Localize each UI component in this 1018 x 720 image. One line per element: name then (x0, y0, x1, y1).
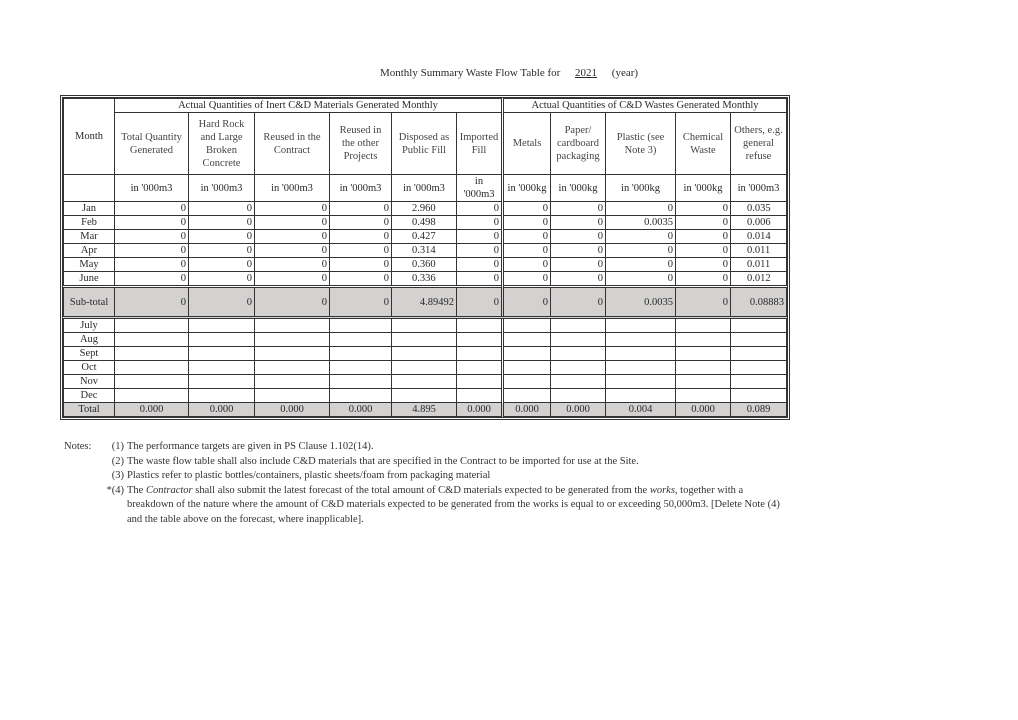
unit-label: in '000kg (676, 175, 731, 202)
unit-label: in '000m3 (731, 175, 787, 202)
value-cell: 0 (189, 216, 255, 230)
value-cell: 0 (551, 230, 606, 244)
value-cell: 0.014 (731, 230, 787, 244)
value-cell (189, 361, 255, 375)
note-3: (3) Plastics refer to plastic bottles/containers, plastic sheets/foam from packaging material (111, 470, 491, 481)
value-cell: 0 (189, 287, 255, 318)
value-cell: 0 (115, 272, 189, 287)
value-cell: 0 (676, 287, 731, 318)
value-cell (457, 333, 503, 347)
unit-label: in '000kg (551, 175, 606, 202)
unit-label: in '000m3 (255, 175, 330, 202)
unit-label: in '000m3 (457, 175, 503, 202)
value-cell (676, 361, 731, 375)
notes-label: Notes: (64, 441, 92, 452)
value-cell: 0 (457, 272, 503, 287)
value-cell: 0 (503, 244, 551, 258)
value-cell: 0.0035 (606, 216, 676, 230)
table-row (64, 202, 787, 216)
month-cell: Nov (64, 375, 115, 389)
value-cell: 0 (330, 258, 392, 272)
month-cell: Mar (64, 230, 115, 244)
value-cell: 0 (330, 287, 392, 318)
value-cell: 0 (330, 244, 392, 258)
value-cell (503, 361, 551, 375)
month-cell: July (64, 318, 115, 333)
column-header: Reused in the Contract (255, 113, 330, 175)
value-cell: 0 (189, 230, 255, 244)
month-cell: Dec (64, 389, 115, 403)
value-cell: 0 (115, 202, 189, 216)
value-cell: 0.000 (330, 403, 392, 417)
value-cell (676, 389, 731, 403)
value-cell (189, 347, 255, 361)
value-cell (457, 318, 503, 333)
value-cell (392, 361, 457, 375)
value-cell (731, 389, 787, 403)
value-cell (392, 333, 457, 347)
value-cell (676, 333, 731, 347)
value-cell (189, 375, 255, 389)
value-cell: 0 (676, 216, 731, 230)
title-suffix: (year) (611, 67, 639, 79)
value-cell: 0 (457, 216, 503, 230)
value-cell: 0.000 (551, 403, 606, 417)
value-cell (392, 389, 457, 403)
value-cell: 0 (255, 258, 330, 272)
unit-label: in '000kg (606, 175, 676, 202)
value-cell (392, 318, 457, 333)
waste-flow-table (60, 95, 790, 420)
value-cell: 0 (189, 202, 255, 216)
value-cell (255, 347, 330, 361)
column-header: Reused in the other Projects (330, 113, 392, 175)
value-cell: 0 (457, 287, 503, 318)
value-cell (392, 375, 457, 389)
column-header: Chemical Waste (676, 113, 731, 175)
month-cell: Feb (64, 216, 115, 230)
value-cell (676, 318, 731, 333)
page-title (0, 67, 1018, 79)
value-cell (731, 347, 787, 361)
value-cell: 0 (503, 258, 551, 272)
value-cell (255, 389, 330, 403)
value-cell: 2.960 (392, 202, 457, 216)
value-cell (330, 333, 392, 347)
month-header: Month (64, 99, 115, 175)
value-cell (115, 318, 189, 333)
month-cell: May (64, 258, 115, 272)
value-cell (606, 318, 676, 333)
value-cell (606, 375, 676, 389)
value-cell: 0 (115, 287, 189, 318)
month-cell: Aug (64, 333, 115, 347)
table-row (64, 272, 787, 287)
value-cell: 0.000 (676, 403, 731, 417)
month-cell: Oct (64, 361, 115, 375)
value-cell (457, 389, 503, 403)
value-cell: 0.427 (392, 230, 457, 244)
value-cell (330, 361, 392, 375)
value-cell: 0.08883 (731, 287, 787, 318)
month-cell: Apr (64, 244, 115, 258)
value-cell (551, 389, 606, 403)
table-row (64, 389, 787, 403)
value-cell (115, 361, 189, 375)
value-cell: 0 (255, 272, 330, 287)
title-year: 2021 (575, 67, 598, 79)
value-cell (731, 318, 787, 333)
value-cell: 0.000 (189, 403, 255, 417)
value-cell: 0.012 (731, 272, 787, 287)
value-cell: 0 (676, 230, 731, 244)
month-cell: Sub-total (64, 287, 115, 318)
table-row (64, 375, 787, 389)
value-cell (503, 375, 551, 389)
units-blank (64, 175, 115, 202)
value-cell (731, 333, 787, 347)
value-cell: 0 (255, 287, 330, 318)
value-cell (503, 318, 551, 333)
value-cell (606, 389, 676, 403)
value-cell (457, 361, 503, 375)
value-cell: 0.336 (392, 272, 457, 287)
value-cell: 0 (606, 230, 676, 244)
value-cell: 0 (606, 258, 676, 272)
column-header: Disposed as Public Fill (392, 113, 457, 175)
value-cell: 0.004 (606, 403, 676, 417)
value-cell (189, 318, 255, 333)
column-header: Others, e.g. general refuse (731, 113, 787, 175)
value-cell: 0 (676, 272, 731, 287)
value-cell (330, 375, 392, 389)
group-header-inert: Actual Quantities of Inert C&D Materials Generated Monthly (115, 99, 503, 113)
note-2: (2) The waste flow table shall also include C&D materials that are specified in the Contract to be imported for use at the Site. (111, 455, 639, 467)
value-cell: 0 (330, 230, 392, 244)
value-cell (551, 318, 606, 333)
value-cell (551, 361, 606, 375)
unit-label: in '000kg (503, 175, 551, 202)
value-cell (731, 375, 787, 389)
value-cell (503, 333, 551, 347)
value-cell (606, 333, 676, 347)
table-row (64, 216, 787, 230)
value-cell (115, 389, 189, 403)
value-cell: 0.000 (115, 403, 189, 417)
value-cell: 0.000 (503, 403, 551, 417)
value-cell (503, 389, 551, 403)
value-cell: 0 (503, 230, 551, 244)
value-cell (115, 375, 189, 389)
value-cell (731, 361, 787, 375)
value-cell: 0 (606, 272, 676, 287)
table-row (64, 361, 787, 375)
table-row (64, 258, 787, 272)
value-cell (255, 361, 330, 375)
value-cell: 0 (255, 230, 330, 244)
table-row (64, 347, 787, 361)
value-cell: 0.000 (457, 403, 503, 417)
value-cell: 0 (115, 216, 189, 230)
value-cell (255, 318, 330, 333)
value-cell (551, 333, 606, 347)
value-cell: 0 (551, 272, 606, 287)
unit-label: in '000m3 (392, 175, 457, 202)
value-cell (551, 347, 606, 361)
value-cell: 4.89492 (392, 287, 457, 318)
table-row (64, 318, 787, 333)
value-cell: 0.011 (731, 244, 787, 258)
notes-section (64, 440, 787, 527)
value-cell (330, 389, 392, 403)
value-cell (255, 333, 330, 347)
value-cell: 0 (189, 272, 255, 287)
value-cell (189, 389, 255, 403)
column-header: Metals (503, 113, 551, 175)
table-row (64, 244, 787, 258)
value-cell: 0 (330, 216, 392, 230)
value-cell: 0.360 (392, 258, 457, 272)
column-header: Hard Rock and Large Broken Concrete (189, 113, 255, 175)
table-row (64, 230, 787, 244)
column-header: Imported Fill (457, 113, 503, 175)
value-cell: 0 (676, 258, 731, 272)
value-cell: 0 (503, 272, 551, 287)
value-cell: 0 (551, 202, 606, 216)
value-cell (255, 375, 330, 389)
value-cell: 0 (189, 258, 255, 272)
value-cell (606, 361, 676, 375)
value-cell: 0 (457, 258, 503, 272)
value-cell (676, 347, 731, 361)
value-cell: 0 (330, 202, 392, 216)
value-cell: 0.011 (731, 258, 787, 272)
value-cell: 0 (115, 230, 189, 244)
note-4: *(4) The Contractor shall also submit the latest forecast of the total amount of C&D materials expected to be generated from the works, together with a breakdown of the nature where the amount of C&D materials expected to be generated from the works is equal to or exceeding 50,000m3. [Delete Note (4) and the table above on the forecast, where inapplicable]. (106, 484, 780, 525)
note-1: Notes: (1) The performance targets are given in PS Clause 1.102(14). (64, 440, 787, 455)
value-cell: 0 (606, 244, 676, 258)
value-cell (115, 333, 189, 347)
month-cell: Sept (64, 347, 115, 361)
value-cell: 0 (503, 202, 551, 216)
value-cell (503, 347, 551, 361)
value-cell: 0 (457, 202, 503, 216)
value-cell (457, 375, 503, 389)
value-cell: 0 (457, 230, 503, 244)
value-cell (330, 318, 392, 333)
value-cell: 0 (676, 202, 731, 216)
month-cell: June (64, 272, 115, 287)
value-cell (676, 375, 731, 389)
value-cell: 0.498 (392, 216, 457, 230)
value-cell: 0 (551, 287, 606, 318)
month-cell: Total (64, 403, 115, 417)
value-cell (457, 347, 503, 361)
value-cell: 0 (551, 244, 606, 258)
unit-label: in '000m3 (189, 175, 255, 202)
value-cell: 0 (115, 258, 189, 272)
value-cell: 0 (255, 244, 330, 258)
value-cell: 0 (676, 244, 731, 258)
value-cell: 0.000 (255, 403, 330, 417)
value-cell (330, 347, 392, 361)
value-cell: 0.314 (392, 244, 457, 258)
title-prefix: Monthly Summary Waste Flow Table for (379, 67, 561, 79)
value-cell: 0.035 (731, 202, 787, 216)
value-cell: 0 (551, 216, 606, 230)
value-cell (606, 347, 676, 361)
value-cell: 0 (503, 287, 551, 318)
column-header: Plastic (see Note 3) (606, 113, 676, 175)
value-cell (392, 347, 457, 361)
value-cell: 0.089 (731, 403, 787, 417)
value-cell: 0 (503, 216, 551, 230)
unit-label: in '000m3 (115, 175, 189, 202)
value-cell: 0 (115, 244, 189, 258)
value-cell: 0 (551, 258, 606, 272)
column-header: Paper/ cardboard packaging (551, 113, 606, 175)
table-row (64, 333, 787, 347)
value-cell: 0 (255, 202, 330, 216)
column-header: Total Quantity Generated (115, 113, 189, 175)
value-cell: 0 (606, 202, 676, 216)
value-cell: 4.895 (392, 403, 457, 417)
unit-label: in '000m3 (330, 175, 392, 202)
value-cell: 0 (255, 216, 330, 230)
value-cell: 0.0035 (606, 287, 676, 318)
value-cell: 0 (189, 244, 255, 258)
value-cell: 0 (457, 244, 503, 258)
month-cell: Jan (64, 202, 115, 216)
value-cell (551, 375, 606, 389)
value-cell (189, 333, 255, 347)
group-header-waste: Actual Quantities of C&D Wastes Generated Monthly (503, 99, 787, 113)
subtotal-row (64, 287, 787, 318)
total-row (64, 403, 787, 417)
value-cell: 0.006 (731, 216, 787, 230)
value-cell: 0 (330, 272, 392, 287)
value-cell (115, 347, 189, 361)
